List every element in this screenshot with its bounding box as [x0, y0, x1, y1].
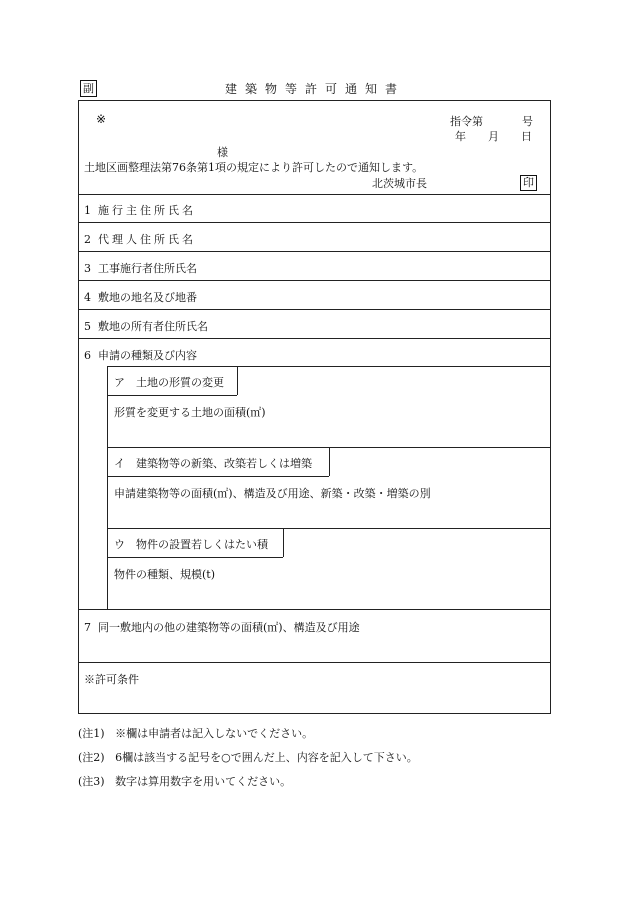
object-placement-detail: 物件の種類、規模(t) [114, 568, 216, 581]
row-label: 代理人住所氏名 [98, 233, 196, 246]
divider [78, 222, 551, 223]
row-5 [84, 318, 208, 334]
row-label: 申請の種類及び内容 [98, 349, 197, 362]
divider [107, 366, 551, 367]
note-2 [78, 749, 418, 765]
row-2 [84, 231, 196, 247]
subheader-box-edge [107, 476, 329, 477]
note-1 [78, 725, 313, 741]
office-use-mark: ※ [96, 112, 107, 126]
divider [78, 194, 551, 195]
section6-left-border [107, 366, 108, 609]
row-label: 敷地の所有者住所氏名 [98, 320, 208, 333]
divider [78, 662, 551, 663]
land-form-change-detail: 形質を変更する土地の面積(㎡) [114, 406, 266, 419]
official-seal-mark: 印 [520, 175, 537, 191]
recipient-honorific: 様 [217, 146, 228, 159]
row-6 [84, 347, 197, 363]
date-day: 日 [521, 130, 532, 143]
row-label: 施行主住所氏名 [98, 204, 196, 217]
row-number: 1 [84, 204, 91, 217]
divider [78, 309, 551, 310]
permit-conditions-label: ※許可条件 [84, 673, 139, 686]
notice-text: 土地区画整理法第76条第1項の規定により許可したので通知します。 [84, 161, 424, 174]
note-tag: (注1) [78, 727, 105, 740]
row-7 [84, 619, 360, 635]
date-year: 年 [455, 130, 466, 143]
form-title: 建築物等許可通知書 [224, 82, 405, 96]
object-placement-heading: ウ 物件の設置若しくはたい積 [114, 538, 268, 551]
row-3 [84, 260, 197, 276]
subheader-box-edge [283, 528, 284, 557]
note-text: 数字は算用数字を用いてください。 [115, 775, 292, 788]
row-number: 3 [84, 262, 91, 275]
note-tag: (注2) [78, 751, 105, 764]
subheader-box-edge [329, 447, 330, 476]
building-construction-heading: イ 建築物等の新築、改築若しくは増築 [114, 457, 312, 470]
divider [78, 280, 551, 281]
row-4 [84, 289, 197, 305]
note-3 [78, 773, 291, 789]
permit-number-suffix: 号 [522, 115, 533, 128]
row-label: 敷地の地名及び地番 [98, 291, 197, 304]
issuer-name: 北茨城市長 [372, 177, 427, 190]
row-number: 5 [84, 320, 91, 333]
row-label: 同一敷地内の他の建築物等の面積(㎡)、構造及び用途 [98, 621, 360, 634]
row-number: 6 [84, 349, 91, 362]
subheader-box-edge [107, 557, 283, 558]
date-month: 月 [488, 130, 499, 143]
row-1 [84, 202, 196, 218]
note-text: ※欄は申請者は記入しないでください。 [115, 727, 314, 740]
divider [78, 251, 551, 252]
row-number: 2 [84, 233, 91, 246]
note-text: 6欄は該当する記号を○で囲んだ上、内容を記入して下さい。 [115, 751, 418, 764]
land-form-change-heading: ア 土地の形質の変更 [114, 376, 224, 389]
subheader-box-edge [107, 395, 237, 396]
copy-stamp: 副 [80, 80, 97, 97]
permit-number-prefix: 指令第 [450, 115, 483, 128]
subheader-box-edge [237, 366, 238, 395]
note-tag: (注3) [78, 775, 105, 788]
row-number: 7 [84, 621, 91, 634]
building-construction-detail: 申請建築物等の面積(㎡)、構造及び用途、新築・改築・増築の別 [114, 487, 431, 500]
row-number: 4 [84, 291, 91, 304]
row-label: 工事施行者住所氏名 [98, 262, 197, 275]
divider [78, 338, 551, 339]
divider [107, 528, 551, 529]
divider [78, 609, 551, 610]
